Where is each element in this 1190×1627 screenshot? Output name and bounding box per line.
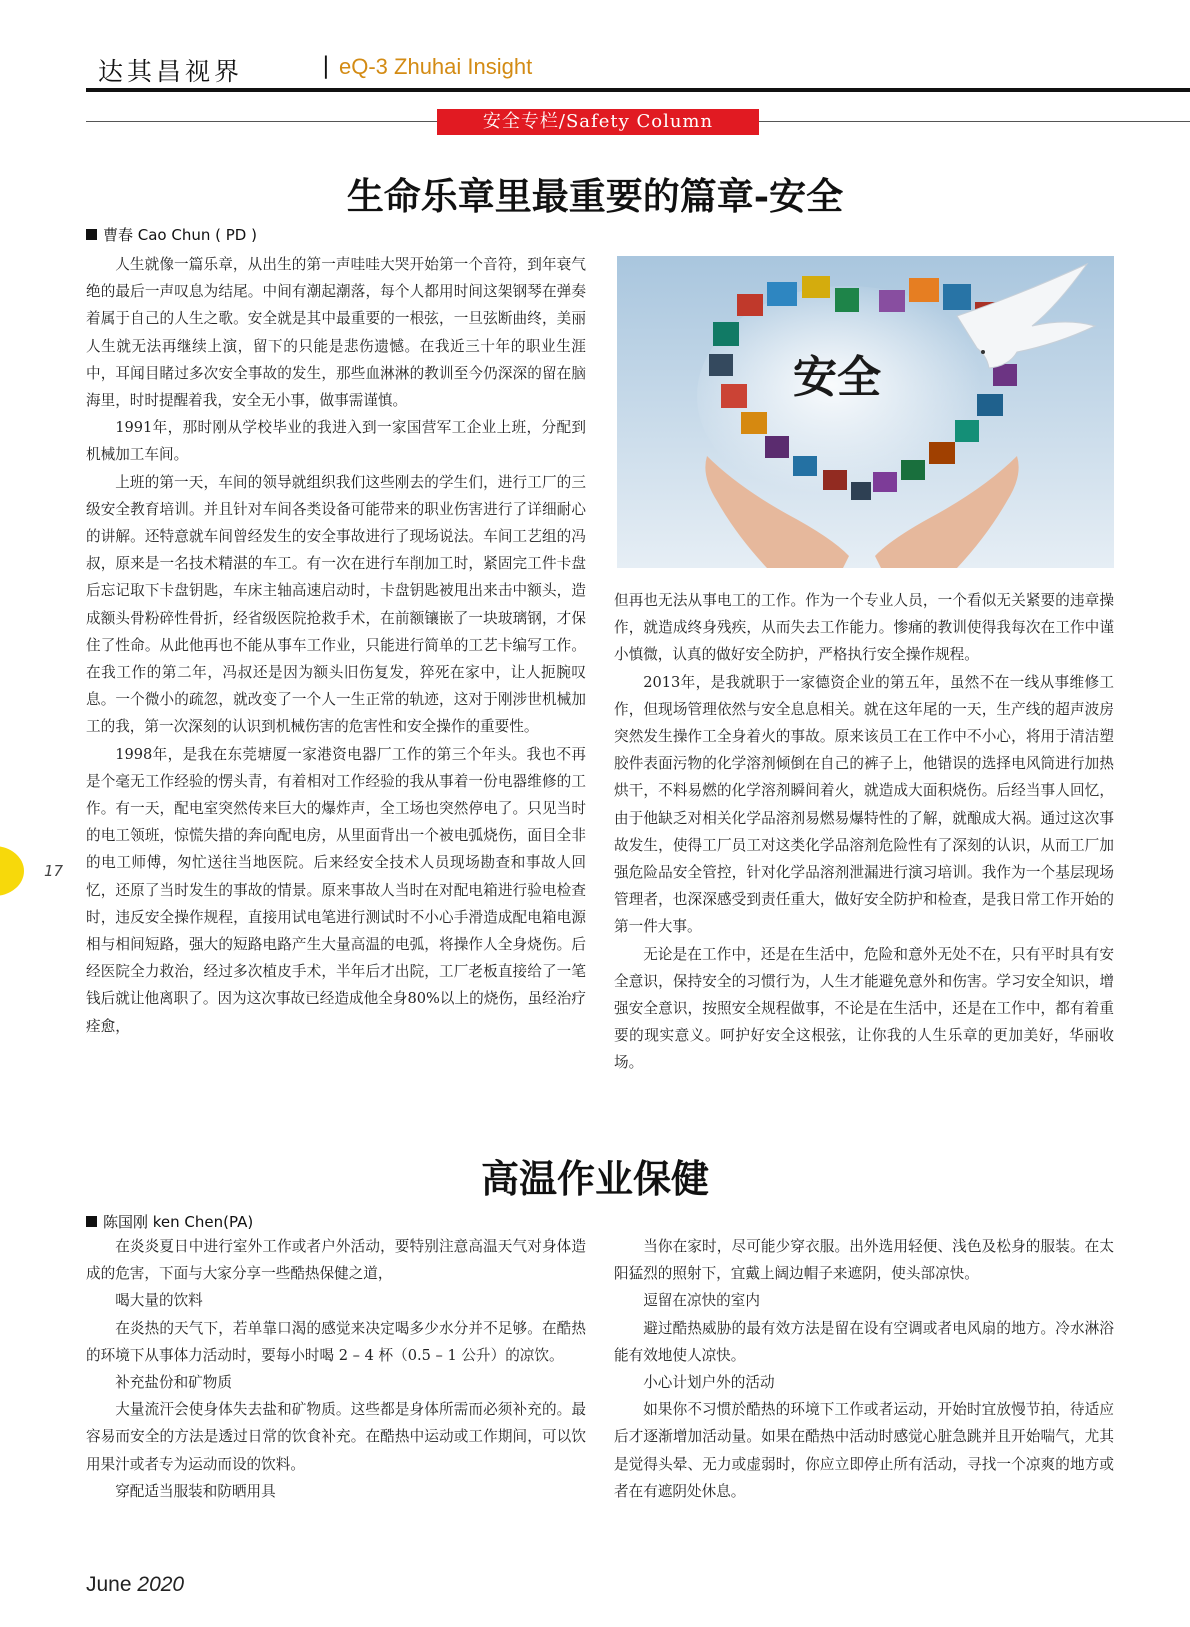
byline-square-icon [86,229,97,240]
footer-month: June [86,1573,132,1596]
paragraph: 在炎热的天气下，若单靠口渴的感觉来决定喝多少水分并不足够。在酷热的环境下从事体力活动时，要每小时喝 2 – 4 杯（0.5 – 1 公升）的凉饮。 [86,1319,586,1364]
safety-illustration [617,256,1114,568]
page-tab [0,846,24,896]
magazine-header [86,48,1190,88]
paragraph: 大量流汗会使身体失去盐和矿物质。这些都是身体所需而必须补充的。最容易而安全的方法是透过日常的饮食补充。在酷热中运动或工作期间，可以饮用果汁或者专为运动而设的饮料。 [86,1401,586,1473]
byline-square-icon [86,1216,97,1227]
safety-illustration-text: 安全 [793,352,881,403]
paragraph: 在炎炎夏日中进行室外工作或者户外活动，要特别注意高温天气对身体造成的危害，下面与大家分享一些酷热保健之道， [86,1238,586,1283]
subheading: 逗留在凉快的室内 [643,1292,760,1310]
paragraph: 当你在家时，尽可能少穿衣服。出外选用轻便、浅色及松身的服装。在太阳猛烈的照射下，宜戴上阔边帽子来遮阴，使头部凉快。 [614,1238,1114,1283]
subheading: 穿配适当服装和防晒用具 [115,1482,276,1500]
footer-year: 2020 [137,1573,185,1596]
subheading: 小心计划户外的活动 [643,1374,775,1392]
article2-title: 高温作业保健 [480,1156,709,1201]
footer-date [86,1573,184,1597]
magazine-brand-cn: 达其昌视界 [98,57,244,86]
article1-author: 曹春 Cao Chun ( PD ) [103,226,257,244]
article2-left-column [86,1233,586,1505]
paragraph: 1991年，那时刚从学校毕业的我进入到一家国营军工企业上班，分配到机械加工车间。 [86,419,586,464]
magazine-brand-en: eQ-3 Zhuhai Insight [339,54,533,79]
article1-byline [86,224,257,245]
article1-title: 生命乐章里最重要的篇章-安全 [346,174,844,218]
paragraph: 如果你不习惯於酷热的环境下工作或者运动，开始时宜放慢节拍，待适应后才逐渐增加活动量。如果在酷热中活动时感觉心脏急跳并且开始喘气，尤其是觉得头晕、无力或虚弱时，你应立即停止所有活动，寻找一个凉爽的地方或者在有遮阴处休息。 [614,1401,1114,1500]
paragraph: 但再也无法从事电工的工作。作为一个专业人员，一个看似无关紧要的违章操作，就造成终身残疾，从而失去工作能力。惨痛的教训使得我每次在工作中谨小慎微，认真的做好安全防护，严格执行安全操作规程。 [614,592,1114,664]
paragraph: 2013年，是我就职于一家德资企业的第五年，虽然不在一线从事维修工作，但现场管理依然与安全息息相关。就在这年尾的一天，生产线的超声波房突然发生操作工全身着火的事故。原来该员工在工作中不小心，将用于清洁塑胶件表面污物的化学溶剂倾倒在自己的裤子上，他错误的选择电风筒进行加热烘干，不料易燃的化学溶剂瞬间着火，就造成大面积烧伤。后经当事人回忆，由于他缺乏对相关化学品溶剂易燃易爆特性的了解，就酿成大祸。通过这次事故发生，使得工厂员工对这类化学品溶剂危险性有了深刻的认识，从而工厂加强危险品安全管控，针对化学品溶剂泄漏进行演习培训。我作为一个基层现场管理者，也深深感受到责任重大，做好安全防护和检查，是我日常工作开始的第一件大事。 [614,673,1114,936]
article2-author: 陈国刚 ken Chen(PA) [103,1213,254,1231]
page-number: 17 [44,862,64,880]
article2-right-column [614,1233,1114,1505]
article2-byline [86,1211,253,1232]
paragraph: 避过酷热威胁的最有效方法是留在设有空调或者电风扇的地方。冷水淋浴能有效地使人凉快。 [614,1319,1114,1364]
paragraph: 无论是在工作中，还是在生活中，危险和意外无处不在，只有平时具有安全意识，保持安全的习惯行为，人生才能避免意外和伤害。学习安全知识，增强安全意识，按照安全规程做事，不论是在生活中，还是在工作中，都有着重要的现实意义。呵护好安全这根弦，让你我的人生乐章的更加美好，华丽收场。 [614,945,1114,1072]
article1-right-column [614,587,1114,1077]
brand-separator: | [322,53,330,79]
subheading: 喝大量的饮料 [115,1292,203,1310]
paragraph: 1998年，是我在东莞塘厦一家港资电器厂工作的第三个年头。我也不再是个毫无工作经验的愣头青，有着相对工作经验的我从事着一份电器维修的工作。有一天，配电室突然传来巨大的爆炸声，全工场也突然停电了。只见当时的电工领班，惊慌失措的奔向配电房，从里面背出一个被电弧烧伤，面目全非的电工师傅，匆忙送往当地医院。后来经安全技术人员现场勘查和事故人回忆，还原了当时发生的事故的情景。原来事故人当时在对配电箱进行验电检查时，违反安全操作规程，直接用试电笔进行测试时不小心手滑造成配电箱电源相与相间短路，强大的短路电路产生大量高温的电弧，将操作人全身烧伤。后经医院全力救治，经过多次植皮手术，半年后才出院，工厂老板直接给了一笔钱后就让他离职了。因为这次事故已经造成他全身80%以上的烧伤，虽经治疗痊愈， [86,745,586,1035]
paragraph: 人生就像一篇乐章，从出生的第一声哇哇大哭开始第一个音符，到年衰气绝的最后一声叹息为结尾。中间有潮起潮落，每个人都用时间这架钢琴在弹奏着属于自己的人生之歌。安全就是其中最重要的一根弦，一旦弦断曲终，美丽人生就无法再继续上演，留下的只能是悲伤遗憾。在我近三十年的职业生涯中，耳闻目睹过多次安全事故的发生，那些血淋淋的教训至今仍深深的留在脑海里，时时提醒着我，安全无小事，做事需谨慎。 [86,256,586,410]
paragraph: 上班的第一天，车间的领导就组织我们这些刚去的学生们，进行工厂的三级安全教育培训。并且针对车间各类设备可能带来的职业伤害进行了详细耐心的讲解。还特意就车间曾经发生的安全事故进行了现场说法。车间工艺组的冯叔，原来是一名技术精湛的车工。有一次在进行车削加工时，紧固完工件卡盘后忘记取下卡盘钥匙，车床主轴高速启动时，卡盘钥匙被甩出来击中额头，造成额头骨粉碎性骨折，经省级医院抢救手术，在前额镶嵌了一块玻璃钢，才保住了性命。从此他再也不能从事车工作业，只能进行简单的工艺卡编写工作。在我工作的第二年，冯叔还是因为额头旧伤复发，猝死在家中，让人扼腕叹息。一个微小的疏忽，就改变了一个人一生正常的轨迹，这对于刚涉世机械加工的我，第一次深刻的认识到机械伤害的危害性和安全操作的重要性。 [86,473,586,736]
article1-left-column [86,251,586,1040]
header-rule [86,88,1190,92]
column-badge: 安全专栏/Safety Column [437,109,759,135]
subheading: 补充盐份和矿物质 [115,1374,232,1392]
